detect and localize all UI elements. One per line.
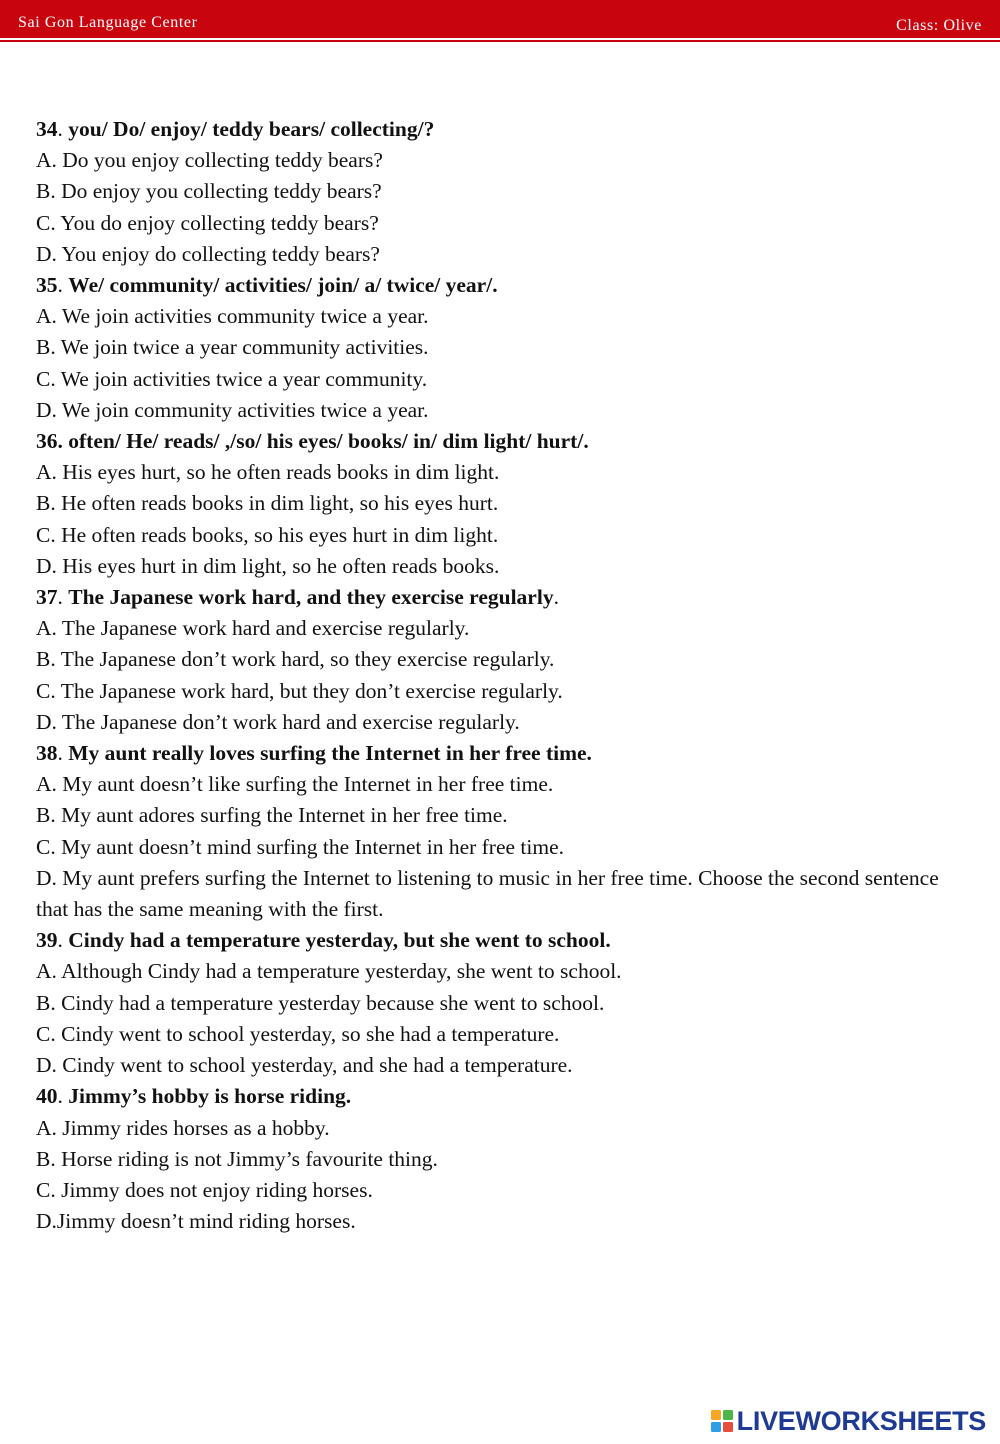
answer-option: C. My aunt doesn’t mind surfing the Internet in her free time. <box>36 834 565 859</box>
answer-option: B. Do enjoy you collecting teddy bears? <box>36 179 382 204</box>
liveworksheets-logo-icon <box>710 1409 734 1433</box>
answer-option: B. My aunt adores surfing the Internet in her free time. <box>36 803 508 828</box>
question-prompt: 34. you/ Do/ enjoy/ teddy bears/ collecting/? <box>36 117 435 141</box>
answer-option: C. He often reads books, so his eyes hurt in dim light. <box>36 522 499 547</box>
class-label: Class: Olive <box>896 17 982 34</box>
question-number: 36 <box>36 429 58 454</box>
answer-option: B. He often reads books in dim light, so his eyes hurt. <box>36 491 499 516</box>
answer-option: B. We join twice a year community activities. <box>36 335 429 360</box>
question-number: 37 <box>36 585 58 610</box>
answer-option: A. Although Cindy had a temperature yesterday, she went to school. <box>36 959 622 984</box>
question-prompt: 35. We/ community/ activities/ join/ a/ twice/ year/. <box>36 273 498 298</box>
answer-option: A. His eyes hurt, so he often reads books in dim light. <box>36 460 500 485</box>
question-38 <box>36 738 966 925</box>
question-37 <box>36 582 966 738</box>
answer-option: B. The Japanese don’t work hard, so they exercise regularly. <box>36 647 555 672</box>
question-35 <box>36 270 966 426</box>
question-34 <box>36 114 966 270</box>
question-number: 34 <box>36 117 58 141</box>
question-number: 35 <box>36 273 58 298</box>
answer-option: A. My aunt doesn’t like surfing the Internet in her free time. <box>36 772 554 797</box>
answer-option: D. Cindy went to school yesterday, and she had a temperature. <box>36 1053 573 1078</box>
question-prompt: 40. Jimmy’s hobby is horse riding. <box>36 1084 352 1109</box>
page-header <box>0 0 1000 38</box>
answer-option: A. Do you enjoy collecting teddy bears? <box>36 148 383 173</box>
question-text: The Japanese work hard, and they exercise regularly <box>68 585 554 610</box>
answer-option: A. The Japanese work hard and exercise regularly. <box>36 616 470 641</box>
liveworksheets-brand <box>710 1406 986 1436</box>
answer-option: D. His eyes hurt in dim light, so he often reads books. <box>36 553 500 578</box>
answer-option: B. Horse riding is not Jimmy’s favourite thing. <box>36 1146 438 1171</box>
answer-option: D. We join community activities twice a year. <box>36 397 429 422</box>
answer-option: C. We join activities twice a year community. <box>36 366 428 391</box>
answer-option: A. Jimmy rides horses as a hobby. <box>36 1115 330 1140</box>
question-39 <box>36 925 966 1081</box>
center-name: Sai Gon Language Center <box>18 14 198 31</box>
question-text: Cindy had a temperature yesterday, but she went to school. <box>68 928 611 953</box>
question-number: 38 <box>36 741 58 766</box>
answer-option: C. The Japanese work hard, but they don’t exercise regularly. <box>36 678 563 703</box>
answer-option: C. Cindy went to school yesterday, so she had a temperature. <box>36 1021 560 1046</box>
question-number: 40 <box>36 1084 58 1109</box>
brand-name: LIVEWORKSHEETS <box>736 1405 986 1436</box>
question-text: We/ community/ activities/ join/ a/ twice/ year/. <box>68 273 498 298</box>
answer-option: D. The Japanese don’t work hard and exercise regularly. <box>36 709 520 734</box>
question-36 <box>36 426 966 582</box>
worksheet-content <box>36 114 966 1237</box>
question-text: you/ Do/ enjoy/ teddy bears/ collecting/? <box>68 117 435 141</box>
answer-option: C. Jimmy does not enjoy riding horses. <box>36 1177 373 1202</box>
question-trailing: . <box>553 585 559 610</box>
question-text: Jimmy’s hobby is horse riding. <box>68 1084 352 1109</box>
answer-option: A. We join activities community twice a year. <box>36 304 429 329</box>
answer-option: B. Cindy had a temperature yesterday because she went to school. <box>36 990 605 1015</box>
question-prompt: 36. often/ He/ reads/ ,/so/ his eyes/ books/ in/ dim light/ hurt/. <box>36 429 589 454</box>
header-divider <box>0 40 1000 42</box>
question-prompt: 38. My aunt really loves surfing the Internet in her free time. <box>36 741 592 766</box>
answer-option: D. My aunt prefers surfing the Internet to listening to music in her free time. Choose the second sentence that has the same meaning with the first. <box>36 865 939 922</box>
answer-option: D. You enjoy do collecting teddy bears? <box>36 241 380 266</box>
question-text: My aunt really loves surfing the Internet in her free time. <box>68 741 592 766</box>
question-prompt: 37. The Japanese work hard, and they exercise regularly. <box>36 585 559 610</box>
question-text: often/ He/ reads/ ,/so/ his eyes/ books/ in/ dim light/ hurt/. <box>68 429 589 454</box>
answer-option: C. You do enjoy collecting teddy bears? <box>36 210 379 235</box>
question-40 <box>36 1081 966 1237</box>
answer-option: D.Jimmy doesn’t mind riding horses. <box>36 1209 356 1234</box>
question-prompt: 39. Cindy had a temperature yesterday, but she went to school. <box>36 928 611 953</box>
question-number: 39 <box>36 928 58 953</box>
